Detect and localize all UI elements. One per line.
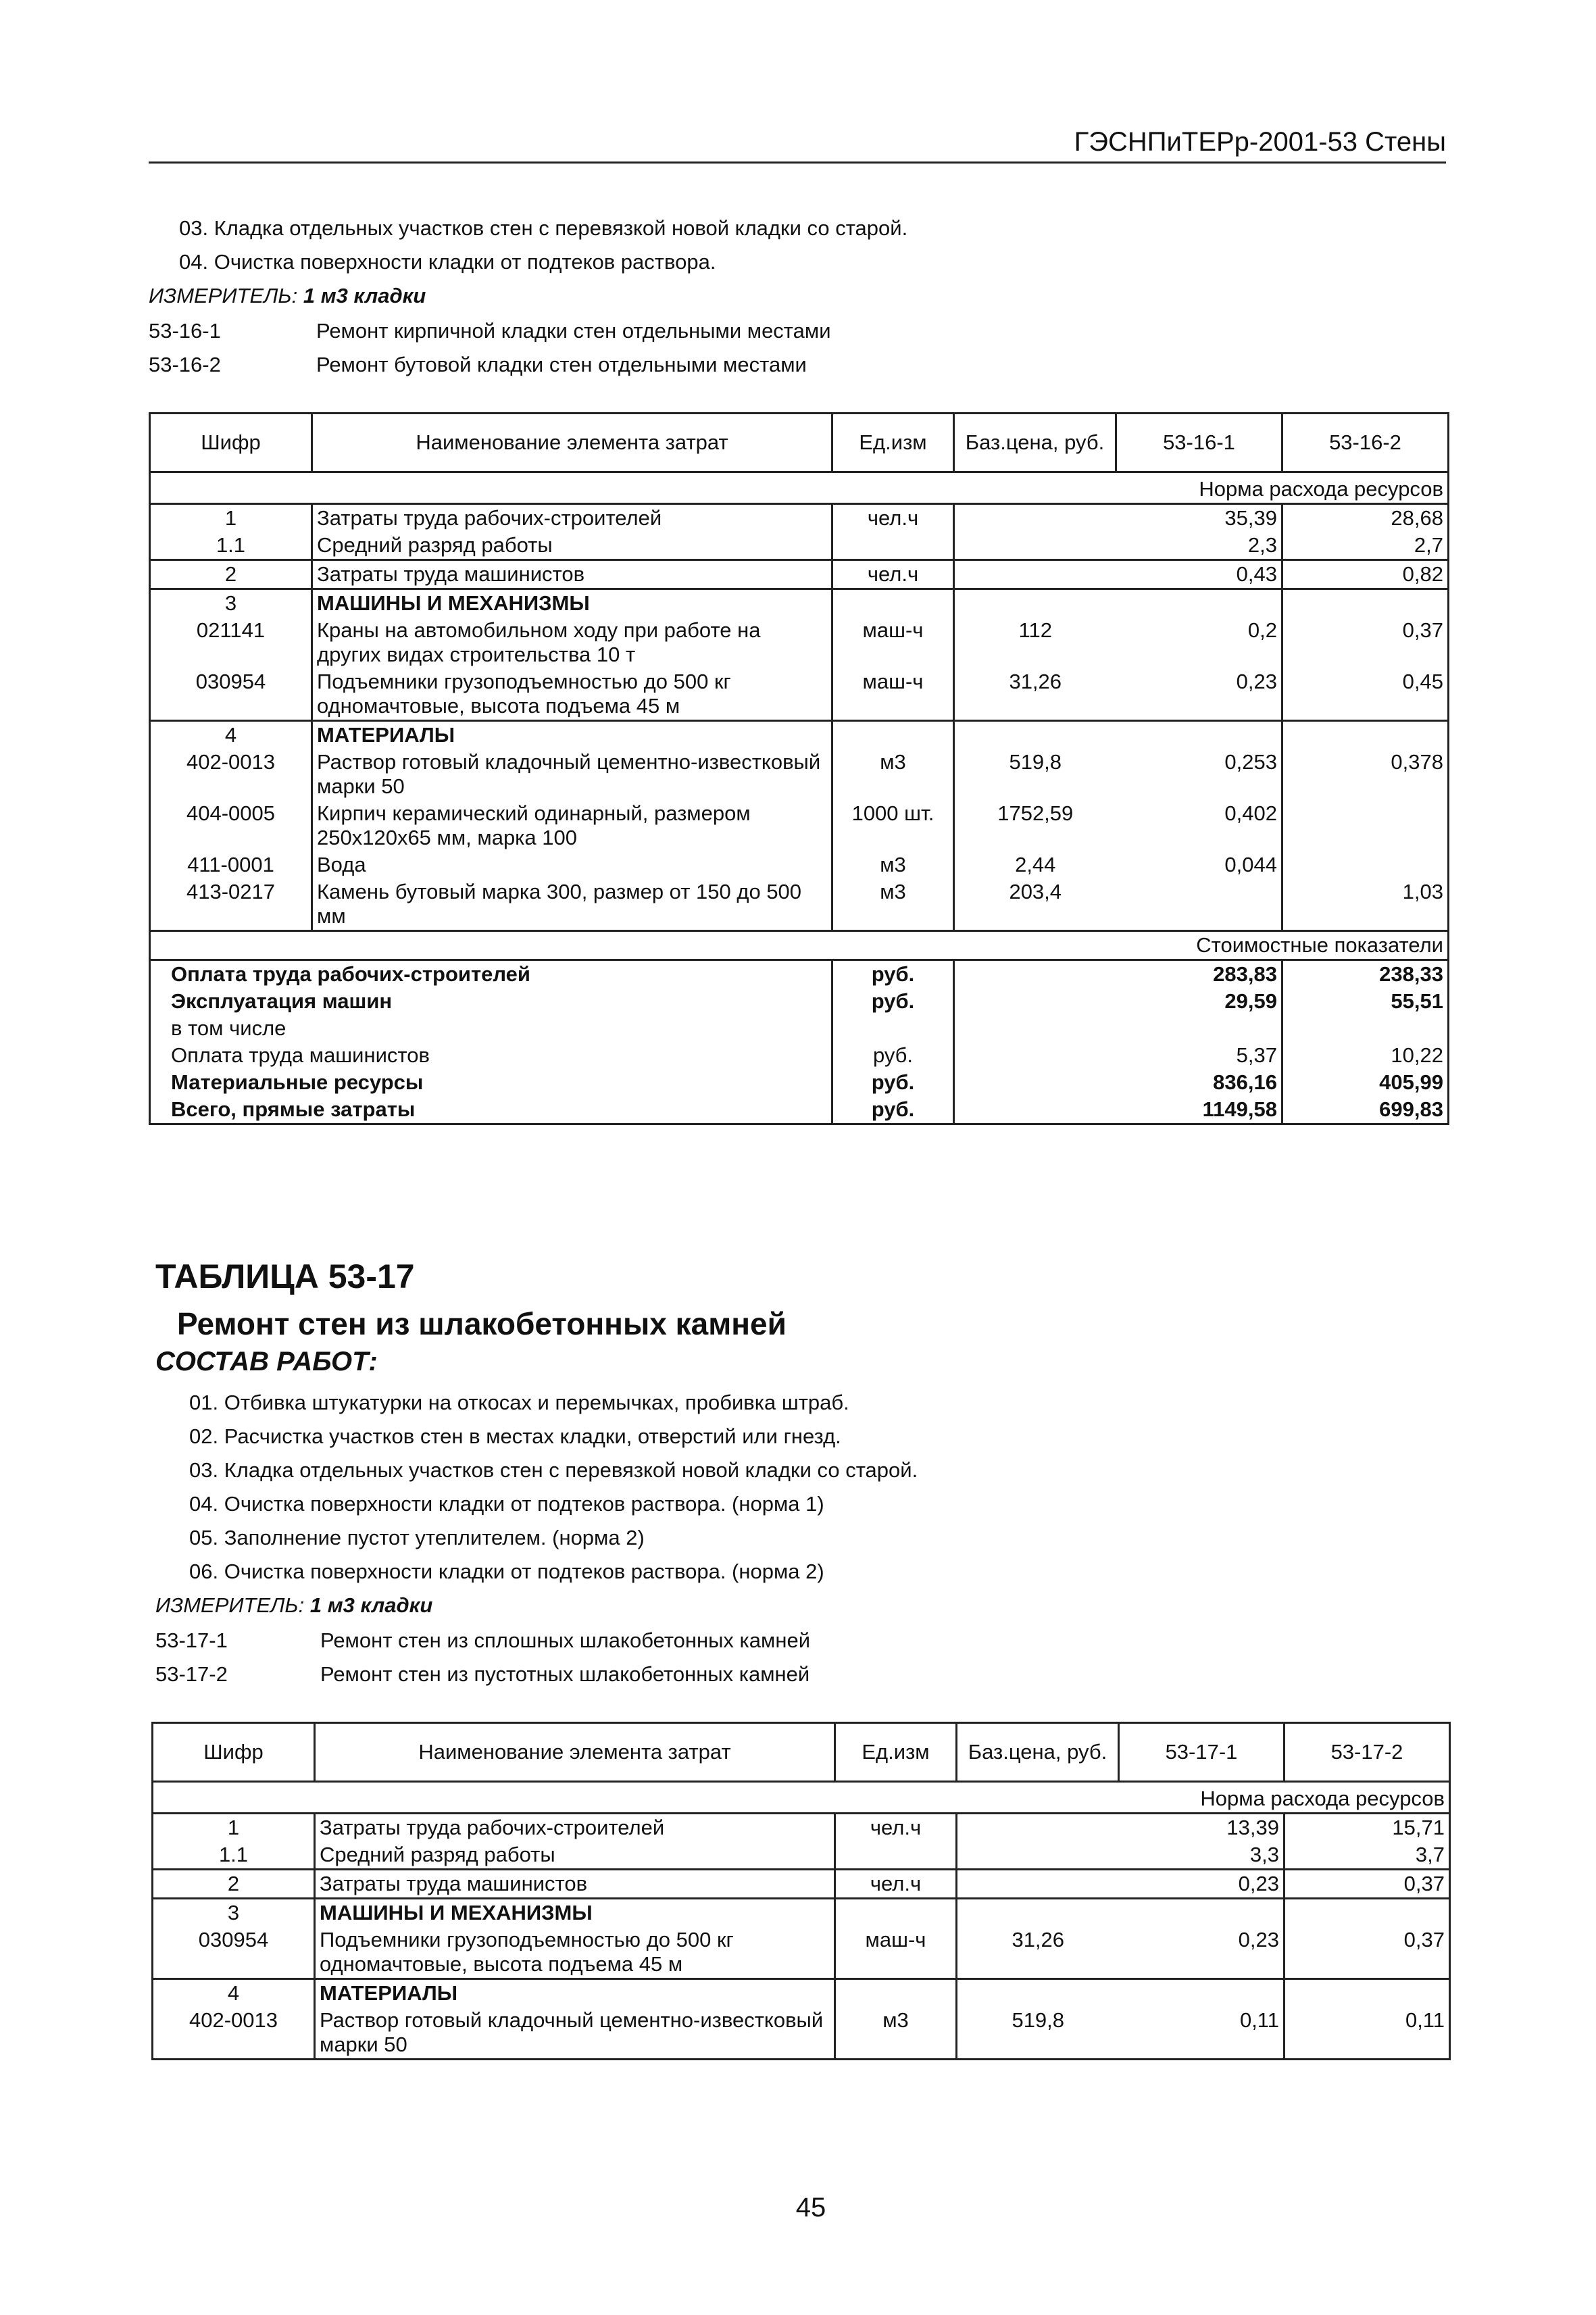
cell-unit: чел.ч	[835, 1870, 957, 1899]
cell-section: МАТЕРИАЛЫ	[312, 721, 832, 749]
cell-price	[957, 1979, 1119, 2008]
table-row	[150, 878, 1449, 931]
cell-name: Кирпич керамический одинарный, размером 250x120x65 мм, марка 100	[312, 800, 832, 851]
table-row	[153, 1814, 1450, 1842]
cell-unit: м3	[832, 878, 954, 931]
page-number: 45	[795, 2193, 826, 2222]
cell-price: 203,4	[954, 878, 1116, 931]
cell-code: 402-0013	[153, 2007, 315, 2060]
cell-name: Раствор готовый кладочный цементно-известковый марки 50	[315, 2007, 835, 2060]
cell-value: 0,044	[1224, 853, 1277, 876]
cell-name: Средний разряд работы	[312, 532, 832, 560]
table-row	[150, 560, 1449, 589]
norm-table-53-16	[149, 412, 1449, 1125]
cell-value: 0,402	[1224, 801, 1277, 825]
norm-label: Норма расхода ресурсов	[153, 1782, 1450, 1814]
cell-value	[1282, 721, 1449, 749]
cell-value: 15,71	[1285, 1814, 1450, 1842]
cell-name: Камень бутовый марка 300, размер от 150 до 500 мм	[312, 878, 832, 931]
cost-value: 10,22	[1282, 1042, 1449, 1069]
table-row	[150, 532, 1449, 560]
cost-unit: руб.	[832, 1042, 954, 1069]
cell-unit: чел.ч	[832, 504, 954, 532]
cell-code: 3	[153, 1899, 315, 1927]
col-header: Баз.цена, руб.	[954, 414, 1116, 472]
cell-unit: маш-ч	[832, 668, 954, 721]
cell-code: 030954	[153, 1926, 315, 1979]
code: 53-17-1	[155, 1628, 228, 1652]
table-row	[150, 800, 1449, 851]
measure-line	[149, 284, 426, 308]
cell-value	[1282, 851, 1449, 878]
cell-section: МАШИНЫ И МЕХАНИЗМЫ	[315, 1899, 835, 1927]
cost-unit: руб.	[832, 960, 954, 989]
cost-label: Стоимостные показатели	[150, 931, 1449, 960]
cell-value: 0,11	[1285, 2007, 1450, 2060]
norm-label: Норма расхода ресурсов	[150, 472, 1449, 504]
table-row	[150, 617, 1449, 668]
table-row	[150, 749, 1449, 800]
cell-price	[954, 560, 1116, 589]
table-row	[153, 1870, 1450, 1899]
cell-code: 4	[150, 721, 312, 749]
cost-value: 1149,58	[1116, 1096, 1282, 1124]
cell-value: 0,23	[1119, 1870, 1285, 1899]
cost-value: 405,99	[1282, 1069, 1449, 1096]
cost-row	[150, 988, 1449, 1015]
cost-value: 699,83	[1282, 1096, 1449, 1124]
cell-unit: м3	[835, 2007, 957, 2060]
measure-value: 1 м3 кладки	[303, 284, 426, 307]
cell-code: 413-0217	[150, 878, 312, 931]
cell-name: Подъемники грузоподъемностью до 500 кг одномачтовые, высота подъема 45 м	[315, 1926, 835, 1979]
cell-code: 021141	[150, 617, 312, 668]
cell-unit: чел.ч	[835, 1814, 957, 1842]
code-desc: Ремонт кирпичной кладки стен отдельными местами	[316, 319, 831, 343]
cell-unit	[832, 532, 954, 560]
col-header: Ед.изм	[832, 414, 954, 472]
col-header: 53-16-1	[1116, 414, 1282, 472]
cell-unit	[832, 721, 954, 749]
cell-code: 2	[150, 560, 312, 589]
cell-value: 0,11	[1119, 2007, 1285, 2060]
cell-name: Затраты труда машинистов	[315, 1870, 835, 1899]
cell-price	[954, 721, 1116, 749]
code-desc: Ремонт стен из пустотных шлакобетонных камней	[320, 1662, 810, 1686]
table-row	[153, 1899, 1450, 1927]
section-title: ТАБЛИЦА 53-17	[155, 1258, 415, 1295]
cell-price: 31,26	[954, 668, 1116, 721]
cost-name: Всего, прямые затраты	[150, 1096, 832, 1124]
col-header: Наименование элемента затрат	[312, 414, 832, 472]
col-header: 53-17-1	[1119, 1723, 1285, 1782]
cell-price	[957, 1814, 1119, 1842]
table-row	[150, 851, 1449, 878]
cost-row	[150, 1096, 1449, 1124]
work-item: 01. Отбивка штукатурки на откосах и перемычках, пробивка штраб.	[189, 1391, 849, 1414]
cell-unit: м3	[832, 851, 954, 878]
cost-value: 283,83	[1116, 960, 1282, 989]
table-row	[150, 668, 1449, 721]
cost-row	[150, 960, 1449, 989]
table-row	[150, 504, 1449, 532]
cell-value	[1119, 1979, 1285, 2008]
sostav-heading: СОСТАВ РАБОТ:	[155, 1347, 378, 1376]
cost-name: Оплата труда рабочих-строителей	[150, 960, 832, 989]
work-item: 04. Очистка поверхности кладки от подтеков раствора.	[179, 250, 716, 274]
cost-unit: руб.	[832, 1096, 954, 1124]
cell-section: МАШИНЫ И МЕХАНИЗМЫ	[312, 589, 832, 618]
measure-label: ИЗМЕРИТЕЛЬ:	[149, 284, 298, 307]
cell-value: 0,23	[1236, 670, 1277, 693]
cell-value: 0,43	[1116, 560, 1282, 589]
cell-price: 31,26	[957, 1926, 1119, 1979]
work-item: 06. Очистка поверхности кладки от подтеков раствора. (норма 2)	[189, 1560, 824, 1583]
cost-value: 55,51	[1282, 988, 1449, 1015]
cell-value: 13,39	[1119, 1814, 1285, 1842]
cell-value: 0,45	[1282, 668, 1449, 721]
cell-unit: чел.ч	[832, 560, 954, 589]
cell-value: 3,7	[1285, 1841, 1450, 1870]
section-subtitle: Ремонт стен из шлакобетонных камней	[177, 1306, 787, 1341]
cell-price: 519,8	[957, 2007, 1119, 2060]
cell-code: 1.1	[153, 1841, 315, 1870]
cost-row	[150, 1042, 1449, 1069]
cell-value	[1116, 878, 1282, 931]
cell-name: Затраты труда рабочих-строителей	[312, 504, 832, 532]
cell-code: 030954	[150, 668, 312, 721]
cell-name: Вода	[312, 851, 832, 878]
cell-unit: маш-ч	[832, 617, 954, 668]
code: 53-16-2	[149, 353, 221, 376]
col-header: 53-17-2	[1285, 1723, 1450, 1782]
cost-value	[1116, 1015, 1282, 1042]
measure-label: ИЗМЕРИТЕЛЬ:	[155, 1593, 305, 1617]
cell-price: 112	[954, 617, 1116, 668]
code: 53-16-1	[149, 319, 221, 343]
cell-name: Подъемники грузоподъемностью до 500 кг одномачтовые, высота подъема 45 м	[312, 668, 832, 721]
cell-value	[1116, 589, 1282, 618]
code-desc: Ремонт стен из сплошных шлакобетонных камней	[320, 1628, 811, 1652]
cost-name: в том числе	[150, 1015, 832, 1042]
cell-value: 0,37	[1285, 1870, 1450, 1899]
cell-price	[957, 1899, 1119, 1927]
cell-value: 0,37	[1285, 1926, 1450, 1979]
cost-value: 5,37	[1236, 1043, 1277, 1067]
table-row	[150, 721, 1449, 749]
cost-unit: руб.	[832, 988, 954, 1015]
cell-unit: м3	[832, 749, 954, 800]
cell-value	[1116, 721, 1282, 749]
cell-value: 35,39	[1116, 504, 1282, 532]
cell-value	[1282, 589, 1449, 618]
cell-value	[1119, 1899, 1285, 1927]
col-header: Баз.цена, руб.	[957, 1723, 1119, 1782]
cost-unit	[832, 1015, 954, 1042]
cell-unit: маш-ч	[835, 1926, 957, 1979]
table-header-row	[153, 1723, 1450, 1782]
cost-name: Оплата труда машинистов	[150, 1042, 832, 1069]
cell-name: Краны на автомобильном ходу при работе на других видах строительства 10 т	[312, 617, 832, 668]
cell-price	[954, 589, 1116, 618]
cell-price	[957, 1841, 1119, 1870]
cost-row	[150, 1069, 1449, 1096]
work-item: 04. Очистка поверхности кладки от подтеков раствора. (норма 1)	[189, 1492, 824, 1516]
cell-code: 404-0005	[150, 800, 312, 851]
cell-value: 0,82	[1282, 560, 1449, 589]
cell-code: 1	[150, 504, 312, 532]
cost-value: 836,16	[1213, 1070, 1277, 1094]
cell-value: 0,2	[1247, 618, 1277, 642]
cell-name: Средний разряд работы	[315, 1841, 835, 1870]
cost-value: 238,33	[1282, 960, 1449, 989]
col-header: Шифр	[150, 414, 312, 472]
cell-code: 3	[150, 589, 312, 618]
cost-name: Эксплуатация машин	[150, 988, 832, 1015]
cost-value: 29,59	[1224, 989, 1277, 1013]
cell-price: 519,8	[954, 749, 1116, 800]
measure-line	[155, 1593, 432, 1618]
cell-code: 1	[153, 1814, 315, 1842]
table-header-row	[150, 414, 1449, 472]
work-item: 03. Кладка отдельных участков стен с перевязкой новой кладки со старой.	[189, 1458, 918, 1482]
col-header: Шифр	[153, 1723, 315, 1782]
cost-row	[150, 1015, 1449, 1042]
table-row	[153, 1926, 1450, 1979]
cell-code: 411-0001	[150, 851, 312, 878]
cell-value: 2,3	[1247, 533, 1277, 557]
cell-value: 0,37	[1282, 617, 1449, 668]
cost-value	[1282, 1015, 1449, 1042]
work-item: 03. Кладка отдельных участков стен с перевязкой новой кладки со старой.	[179, 216, 908, 240]
cell-code: 1.1	[150, 532, 312, 560]
cell-value: 0,253	[1224, 750, 1277, 774]
code-desc: Ремонт бутовой кладки стен отдельными местами	[316, 353, 807, 376]
cell-value: 1,03	[1282, 878, 1449, 931]
cell-unit: 1000 шт.	[832, 800, 954, 851]
col-header: Ед.изм	[835, 1723, 957, 1782]
cell-price	[954, 532, 1116, 560]
cell-value: 0,23	[1238, 1928, 1279, 1951]
col-header: Наименование элемента затрат	[315, 1723, 835, 1782]
cell-value: 28,68	[1282, 504, 1449, 532]
cell-name: Раствор готовый кладочный цементно-известковый марки 50	[312, 749, 832, 800]
cell-value	[1285, 1899, 1450, 1927]
code: 53-17-2	[155, 1662, 228, 1686]
cell-value: 2,7	[1282, 532, 1449, 560]
cost-unit: руб.	[832, 1069, 954, 1096]
cell-value	[1282, 800, 1449, 851]
table-row	[153, 1841, 1450, 1870]
table-row	[153, 1979, 1450, 2008]
running-header: ГЭСНПиТЕРр-2001-53 Стены	[149, 127, 1446, 164]
cell-price: 1752,59	[954, 800, 1116, 851]
cell-price: 2,44	[954, 851, 1116, 878]
cell-unit	[835, 1899, 957, 1927]
cell-price	[957, 1870, 1119, 1899]
cost-name: Материальные ресурсы	[150, 1069, 832, 1096]
cell-unit	[835, 1979, 957, 2008]
measure-value: 1 м3 кладки	[309, 1593, 433, 1617]
cell-price	[954, 504, 1116, 532]
work-item: 05. Заполнение пустот утеплителем. (норма 2)	[189, 1526, 645, 1549]
cell-unit	[835, 1841, 957, 1870]
cell-value: 0,378	[1282, 749, 1449, 800]
table-row	[153, 2007, 1450, 2060]
cell-value: 3,3	[1249, 1843, 1279, 1866]
cell-value	[1285, 1979, 1450, 2008]
cell-name: Затраты труда рабочих-строителей	[315, 1814, 835, 1842]
col-header: 53-16-2	[1282, 414, 1449, 472]
work-item: 02. Расчистка участков стен в местах кладки, отверстий или гнезд.	[189, 1424, 841, 1448]
cell-name: Затраты труда машинистов	[312, 560, 832, 589]
cell-section: МАТЕРИАЛЫ	[315, 1979, 835, 2008]
table-row	[150, 589, 1449, 618]
cell-unit	[832, 589, 954, 618]
norm-table-53-17	[151, 1722, 1451, 2060]
cell-code: 402-0013	[150, 749, 312, 800]
cell-code: 2	[153, 1870, 315, 1899]
cell-code: 4	[153, 1979, 315, 2008]
